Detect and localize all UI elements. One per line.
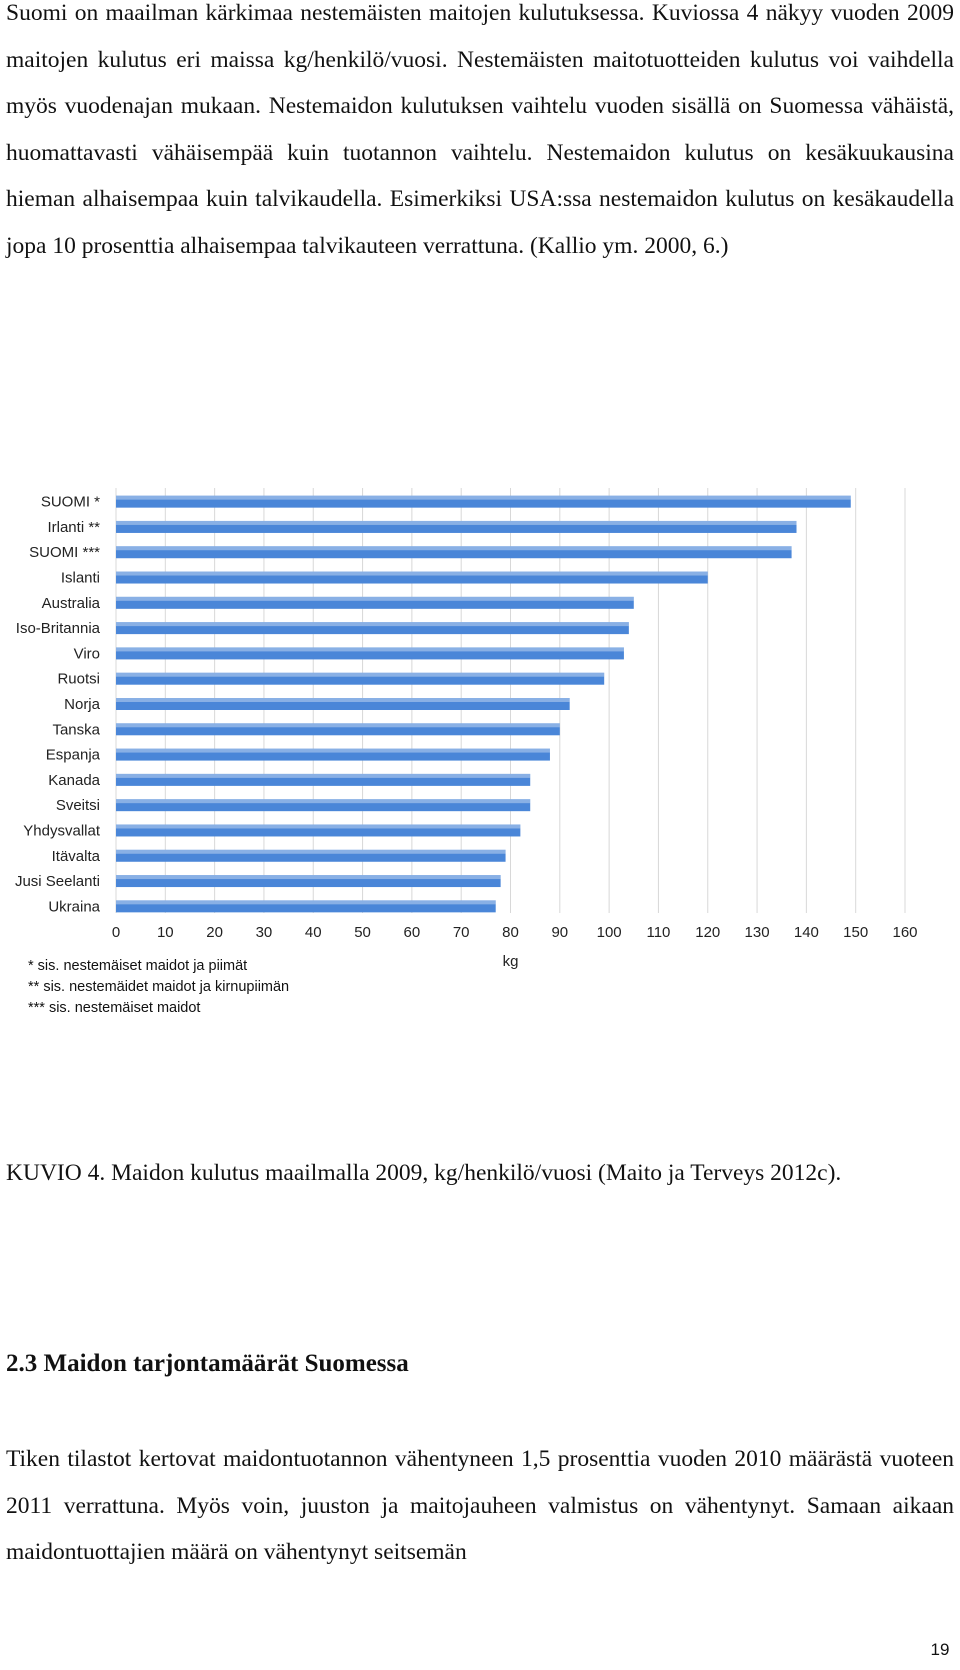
- category-label-13: Yhdysvallat: [23, 822, 100, 840]
- x-tick-label-5: 50: [354, 924, 371, 941]
- chart-svg: [0, 488, 960, 1088]
- category-label-5: Iso-Britannia: [15, 620, 100, 638]
- consumption-chart: [0, 488, 960, 1088]
- figure-caption: KUVIO 4. Maidon kulutus maailmalla 2009, kg/henkilö/vuosi (Maito ja Terveys 2012c).: [6, 1160, 842, 1186]
- category-label-12: Sveitsi: [55, 797, 100, 815]
- page-number: 19: [930, 1640, 950, 1659]
- category-label-0: SUOMI *: [40, 493, 100, 511]
- bar-highlight-11: [116, 774, 530, 778]
- bar-highlight-8: [116, 698, 570, 702]
- category-label-2: SUOMI ***: [29, 544, 100, 562]
- bar-highlight-7: [116, 673, 604, 677]
- x-tick-label-6: 60: [403, 924, 421, 941]
- chart-footnotes: [28, 958, 289, 1016]
- x-tick-label-8: 80: [502, 924, 519, 941]
- x-tick-label-4: 40: [304, 924, 322, 941]
- bar-highlight-6: [116, 647, 624, 651]
- footnote-2: *** sis. nestemäiset maidot: [28, 1000, 201, 1016]
- bar-highlight-0: [116, 496, 851, 500]
- category-label-4: Australia: [41, 594, 100, 612]
- bar-highlight-15: [116, 875, 501, 879]
- section-heading: 2.3 Maidon tarjontamäärät Suomessa: [6, 1350, 409, 1377]
- x-tick-label-0: 0: [111, 924, 121, 941]
- category-label-10: Espanja: [45, 746, 100, 764]
- bar-highlight-10: [116, 749, 550, 753]
- footnote-0: * sis. nestemäiset maidot ja piimät: [28, 958, 248, 974]
- x-tick-label-3: 30: [255, 924, 273, 941]
- bar-highlight-16: [116, 900, 496, 904]
- x-tick-label-1: 10: [156, 924, 174, 941]
- bar-highlight-2: [116, 546, 792, 550]
- category-label-6: Viro: [73, 645, 100, 663]
- intro-paragraph: Suomi on maailman kärkimaa nestemäisten maitojen kulutuksessa. Kuviossa 4 näkyy vuoden 2009 maitojen kulutus eri maissa kg/henkilö/vuosi. Nestemäisten maitotuotteiden kulutus voi vaihdella myös vuodenajan mukaan. Nestemaidon kulutuksen vaihtelu vuoden sisällä on Suomessa vähäistä, huomattavasti vähäisempää kuin tuotannon vaihtelu. Nestemaidon kulutus on kesäkuukausina hieman alhaisempaa kuin talvikaudella. Esimerkiksi USA:ssa nestemaidon kulutus on kesäkaudella jopa 10 prosenttia alhaisempaa talvikauteen verrattuna. (Kallio ym. 2000, 6.): [6, 0, 954, 259]
- bar-highlight-5: [116, 622, 629, 626]
- footnote-1: ** sis. nestemäidet maidot ja kirnupiimän: [28, 979, 290, 995]
- x-tick-label-13: 130: [744, 924, 770, 941]
- bar-highlight-1: [116, 521, 797, 525]
- x-tick-label-2: 20: [206, 924, 223, 941]
- body-paragraph: Tiken tilastot kertovat maidontuotannon vähentyneen 1,5 prosenttia vuoden 2010 määrästä vuoteen 2011 verrattuna. Myös voin, juuston ja maitojauheen valmistus on vähentynyt. Samaan aikaan maidontuottajien määrä on vähentynyt seitsemän: [6, 1446, 954, 1565]
- x-tick-label-16: 160: [892, 924, 918, 941]
- chart-x-axis-label: kg: [502, 953, 519, 970]
- category-label-15: Jusi Seelanti: [14, 873, 100, 891]
- category-label-3: Islanti: [60, 569, 100, 587]
- x-tick-label-15: 150: [843, 924, 869, 941]
- bar-highlight-13: [116, 824, 520, 828]
- category-label-8: Norja: [64, 696, 100, 713]
- category-label-11: Kanada: [48, 771, 100, 789]
- bar-highlight-14: [116, 850, 506, 854]
- x-tick-label-7: 70: [452, 924, 470, 941]
- x-tick-label-12: 120: [695, 924, 721, 941]
- chart-category-labels: [15, 494, 101, 916]
- x-tick-label-9: 90: [551, 924, 569, 941]
- bar-highlight-12: [116, 799, 530, 803]
- bar-highlight-9: [116, 723, 560, 727]
- category-label-16: Ukraina: [48, 898, 100, 916]
- category-label-1: Irlanti **: [47, 518, 100, 536]
- x-tick-label-10: 100: [596, 924, 622, 941]
- category-label-14: Itävalta: [51, 847, 100, 865]
- category-label-7: Ruotsi: [57, 670, 100, 688]
- chart-tick-labels: [112, 924, 918, 941]
- bar-highlight-4: [116, 597, 634, 601]
- x-tick-label-11: 110: [646, 924, 671, 941]
- x-tick-label-14: 140: [793, 924, 819, 941]
- chart-bars: [116, 496, 851, 913]
- category-label-9: Tanska: [52, 721, 100, 739]
- bar-highlight-3: [116, 572, 708, 576]
